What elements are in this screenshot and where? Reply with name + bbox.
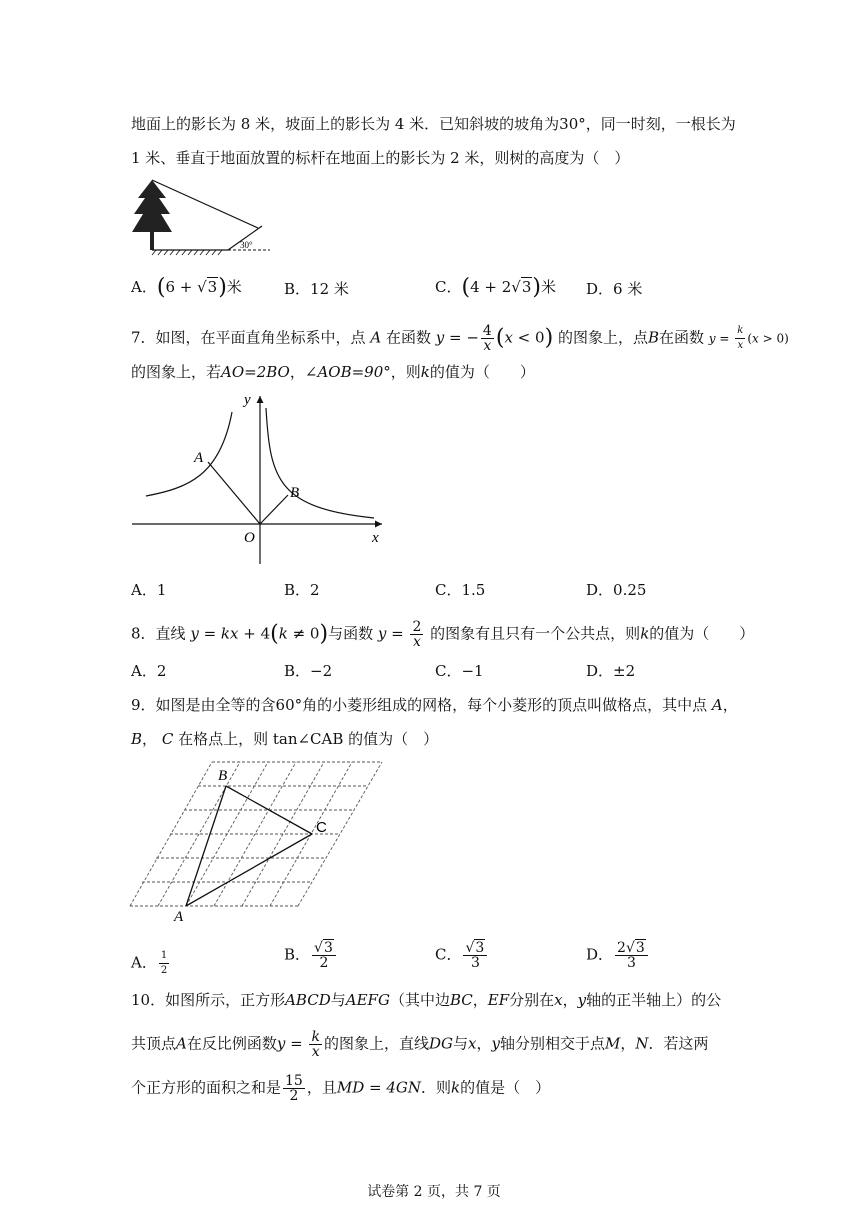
q9-option-a[interactable]: A． $\frac{1}{2}$ — [131, 950, 168, 976]
q6-tree-figure — [128, 176, 278, 256]
q8-option-d[interactable]: D．±2 — [586, 662, 636, 680]
q9-segment-ab — [186, 786, 226, 906]
q7-option-a[interactable]: A．1 — [131, 581, 167, 599]
q7-segment-bo — [260, 495, 288, 524]
q9-line-1: 9．如图是由全等的含60°角的小菱形组成的网格，每个小菱形的顶点叫做格点，其中点 A， — [131, 696, 738, 714]
svg-text:B: B — [218, 768, 228, 784]
q6-angle-label: 30° — [240, 240, 253, 250]
q10-line-2: 共顶点A在反比例函数y = $\frac{k}{x}$ 的图象上，直线DG与x，y轴分别相交于点M，N．若这两 — [131, 1029, 709, 1060]
q9-option-c[interactable]: C． $\frac{√3}{3}$ — [435, 941, 489, 970]
q9-option-d[interactable]: D． $\frac{2√3}{3}$ — [586, 941, 650, 970]
q6-line-1: 地面上的影长为 8 米，坡面上的影长为 4 米．已知斜坡的坡角为30°，同一时刻，一根长为 — [131, 115, 736, 133]
svg-text:B: B — [290, 485, 300, 501]
tree-icon — [132, 180, 172, 250]
q8-option-a[interactable]: A．2 — [131, 662, 167, 680]
page-footer: 试卷第 2 页，共 7 页 — [367, 1184, 501, 1200]
svg-text:y: y — [244, 392, 251, 408]
q8-line: 8．直线 y = kx + 4(k ≠ 0)与函数 y = $\frac{2}{x}$ 的图象有且只有一个公共点，则k的值为（ ） — [131, 619, 755, 650]
q6-line-2: 1 米、垂直于地面放置的标杆在地面上的影长为 2 米，则树的高度为（ ） — [131, 149, 630, 167]
q7-coordinate-figure — [128, 390, 398, 565]
q7-option-c[interactable]: C．1.5 — [435, 581, 486, 599]
q10-line-1: 10．如图所示，正方形ABCD与AEFG（其中边BC，EF分别在x，y轴的正半轴上）的公 — [131, 991, 722, 1009]
q6-option-b[interactable]: B．12 米 — [284, 280, 349, 298]
q6-option-c[interactable]: C．(4 + 2√3)米 — [435, 275, 556, 300]
q9-line-2: B， C 在格点上，则 tan∠CAB 的值为（ ） — [131, 730, 439, 748]
svg-text:C: C — [316, 819, 327, 836]
svg-text:x: x — [372, 530, 379, 546]
svg-text:A: A — [194, 450, 204, 466]
q9-option-b[interactable]: B． $\frac{√3}{2}$ — [284, 941, 338, 970]
svg-text:A: A — [174, 909, 184, 923]
q8-option-b[interactable]: B．−2 — [284, 662, 333, 680]
q7-curve-left — [146, 412, 232, 496]
q10-line-3: 个正方形的面积之和是 $\frac{15}{2}$ ，且MD = 4GN．则k的值是（ ） — [131, 1073, 551, 1104]
svg-text:O: O — [244, 530, 255, 546]
q6-option-d[interactable]: D．6 米 — [586, 280, 643, 298]
q8-option-c[interactable]: C．−1 — [435, 662, 484, 680]
q7-option-b[interactable]: B．2 — [284, 581, 320, 599]
q9-rhombus-grid-figure — [128, 758, 388, 923]
q7-line-2: 的图象上，若AO=2BO，∠AOB=90°，则k的值为（ ） — [131, 363, 535, 381]
q6-option-a[interactable]: A．(6 + √3)米 — [131, 275, 242, 300]
q7-segment-ao — [208, 462, 260, 524]
q7-line-1: 7．如图，在平面直角坐标系中，点 A 在函数 y = − $\frac{4}{x}$ (x < 0) 的图象上，点B在函数 y = $\frac{k}{x}$ (x > 0) — [131, 323, 789, 354]
q7-option-d[interactable]: D．0.25 — [586, 581, 647, 599]
